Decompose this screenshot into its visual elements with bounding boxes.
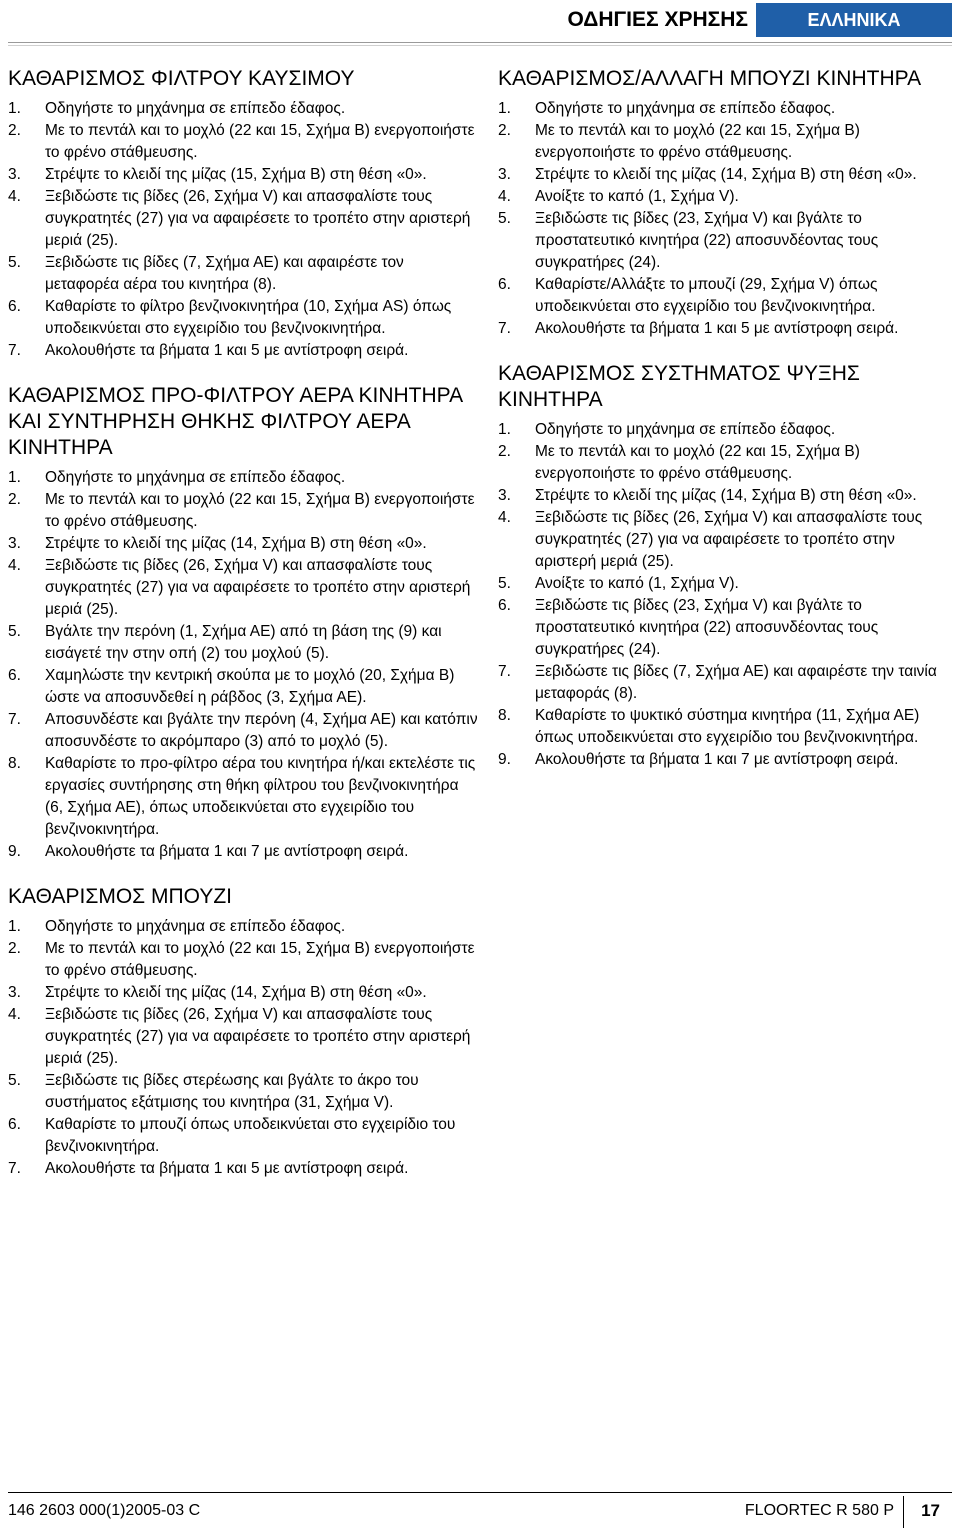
step-text: Ακολουθήστε τα βήματα 1 και 5 με αντίστροφη σειρά. [45,1160,409,1177]
step-text: Ξεβιδώστε τις βίδες (7, Σχήμα ΑΕ) και αφαιρέστε τον μεταφορέα αέρα του κινητήρα (8). [45,254,404,293]
section-title: ΚΑΘΑΡΙΣΜΟΣ ΠΡΟ-ΦΙΛΤΡΟΥ ΑΕΡΑ ΚΙΝΗΤΗΡΑ ΚΑΙ ΣΥΝΤΗΡΗΣΗ ΘΗΚΗΣ ΦΙΛΤΡΟΥ ΑΕΡΑ ΚΙΝΗΤΗΡΑ [8,384,462,459]
step-text: Οδηγήστε το μηχάνημα σε επίπεδο έδαφος. [45,100,346,117]
language-badge: ΕΛΛΗΝΙΚΑ [756,3,952,37]
step-number: 6. [8,298,21,315]
step-item [8,982,478,1004]
step-text: Ξεβιδώστε τις βίδες (7, Σχήμα ΑΕ) και αφαιρέστε την ταινία μεταφοράς (8). [535,663,937,702]
header-divider-secondary [8,45,952,46]
step-number: 1. [8,100,21,117]
step-text: Με το πεντάλ και το μοχλό (22 και 15, Σχήμα Β) ενεργοποιήστε το φρένο στάθμευσης. [535,443,860,482]
step-text: Οδηγήστε το μηχάνημα σε επίπεδο έδαφος. [45,469,346,486]
step-list [8,98,478,362]
left-column [8,66,478,1201]
step-item [8,621,478,665]
step-text: Με το πεντάλ και το μοχλό (22 και 15, Σχήμα Β) ενεργοποιήστε το φρένο στάθμευσης. [535,122,860,161]
section-title: ΚΑΘΑΡΙΣΜΟΣ ΜΠΟΥΖΙ [8,885,232,908]
step-item [498,485,954,507]
page-footer [0,1490,960,1531]
step-item [8,1114,478,1158]
step-text: Με το πεντάλ και το μοχλό (22 και 15, Σχήμα Β) ενεργοποιήστε το φρένο στάθμευσης. [45,491,475,530]
step-number: 9. [498,751,511,768]
instruction-section [498,66,954,340]
step-item [8,252,478,296]
step-item [8,916,478,938]
step-item [498,98,954,120]
step-text: Βγάλτε την περόνη (1, Σχήμα ΑΕ) από τη βάση της (9) και εισάγετέ την στην οπή (2) του μοχλού (5). [45,623,442,662]
step-number: 6. [8,667,21,684]
step-number: 6. [498,597,511,614]
step-number: 5. [8,1072,21,1089]
step-number: 1. [498,100,511,117]
step-item [8,1004,478,1070]
page-number: 17 [921,1501,940,1520]
step-text: Ανοίξτε το καπό (1, Σχήμα V). [535,188,739,205]
step-text: Στρέψτε το κλειδί της μίζας (14, Σχήμα Β) στη θέση «0». [535,487,917,504]
step-text: Ανοίξτε το καπό (1, Σχήμα V). [535,575,739,592]
step-text: Στρέψτε το κλειδί της μίζας (15, Σχήμα Β) στη θέση «0». [45,166,427,183]
step-item [498,661,954,705]
step-text: Οδηγήστε το μηχάνημα σε επίπεδο έδαφος. [45,918,346,935]
step-number: 5. [8,623,21,640]
step-number: 2. [8,491,21,508]
step-item [498,120,954,164]
step-text: Στρέψτε το κλειδί της μίζας (14, Σχήμα Β) στη θέση «0». [45,984,427,1001]
step-number: 7. [8,1160,21,1177]
step-text: Ξεβιδώστε τις βίδες (26, Σχήμα V) και απασφαλίστε τους συγκρατητές (27) για να αφαιρέσετε το τροπέτο στην αριστερή μεριά (25). [45,557,471,618]
step-item [498,507,954,573]
footer-vertical-divider [903,1496,904,1528]
step-list [8,467,478,863]
instruction-section [8,383,478,863]
step-text: Οδηγήστε το μηχάνημα σε επίπεδο έδαφος. [535,100,836,117]
step-number: 1. [8,469,21,486]
step-item [498,208,954,274]
step-item [8,98,478,120]
step-list [498,419,954,771]
step-number: 1. [498,421,511,438]
step-number: 2. [8,122,21,139]
document-code: 146 2603 000(1)2005-03 C [8,1502,201,1519]
step-item [8,296,478,340]
step-text: Στρέψτε το κλειδί της μίζας (14, Σχήμα Β) στη θέση «0». [535,166,917,183]
step-text: Αποσυνδέστε και βγάλτε την περόνη (4, Σχήμα ΑΕ) και κατόπιν αποσυνδέστε το ακρόμπαρο (3) από το μοχλό (5). [45,711,478,750]
step-item [8,1070,478,1114]
step-item [8,533,478,555]
step-text: Ξεβιδώστε τις βίδες (26, Σχήμα V) και απασφαλίστε τους συγκρατητές (27) για να αφαιρέσετε το τροπέτο στην αριστερή μεριά (25). [45,1006,471,1067]
step-number: 1. [8,918,21,935]
step-number: 2. [498,443,511,460]
right-column [498,66,954,792]
step-item [8,340,478,362]
header-title: ΟΔΗΓΙΕΣ ΧΡΗΣΗΣ [567,8,748,31]
step-item [8,467,478,489]
step-number: 6. [498,276,511,293]
step-number: 3. [498,166,511,183]
step-item [498,441,954,485]
step-item [8,841,478,863]
step-number: 7. [8,342,21,359]
instruction-section [8,66,478,362]
step-text: Ακολουθήστε τα βήματα 1 και 7 με αντίστροφη σειρά. [535,751,899,768]
step-item [8,489,478,533]
step-item [8,186,478,252]
step-list [498,98,954,340]
step-number: 8. [8,755,21,772]
section-title: ΚΑΘΑΡΙΣΜΟΣ ΣΥΣΤΗΜΑΤΟΣ ΨΥΞΗΣ ΚΙΝΗΤΗΡΑ [498,362,860,411]
step-text: Καθαρίστε το προ-φίλτρο αέρα του κινητήρα ή/και εκτελέστε τις εργασίες συντήρησης στη θήκη φίλτρου του βενζινοκινητήρα (6, Σχήμα ΑΕ), όπως υποδεικνύεται στο εγχειρίδιο του βενζινοκινητήρα. [45,755,476,838]
step-list [8,916,478,1180]
step-text: Ξεβιδώστε τις βίδες (26, Σχήμα V) και απασφαλίστε τους συγκρατητές (27) για να αφαιρέσετε το τροπέτο στην αριστερή μεριά (25). [45,188,471,249]
step-item [498,186,954,208]
step-item [8,164,478,186]
step-text: Ξεβιδώστε τις βίδες (26, Σχήμα V) και απασφαλίστε τους συγκρατητές (27) για να αφαιρέσετε το τροπέτο στην αριστερή μεριά (25). [535,509,923,570]
instruction-section [498,361,954,771]
instruction-section [8,884,478,1180]
step-text: Χαμηλώστε την κεντρική σκούπα με το μοχλό (20, Σχήμα Β) ώστε να αποσυνδεθεί η ράβδος (3, Σχήμα ΑΕ). [45,667,455,706]
step-text: Οδηγήστε το μηχάνημα σε επίπεδο έδαφος. [535,421,836,438]
section-title: ΚΑΘΑΡΙΣΜΟΣ ΦΙΛΤΡΟΥ ΚΑΥΣΙΜΟΥ [8,67,355,90]
step-number: 3. [498,487,511,504]
step-number: 3. [8,984,21,1001]
step-item [8,1158,478,1180]
step-item [498,419,954,441]
step-item [498,318,954,340]
step-number: 5. [498,575,511,592]
step-number: 7. [8,711,21,728]
step-item [8,665,478,709]
step-number: 4. [498,188,511,205]
step-number: 3. [8,535,21,552]
step-text: Καθαρίστε το μπουζί όπως υποδεικνύεται στο εγχειρίδιο του βενζινοκινητήρα. [45,1116,456,1155]
step-number: 3. [8,166,21,183]
step-item [498,573,954,595]
step-number: 9. [8,843,21,860]
model-name: FLOORTEC R 580 P [744,1502,894,1519]
step-number: 2. [8,940,21,957]
step-text: Ξεβιδώστε τις βίδες στερέωσης και βγάλτε το άκρο του συστήματος εξάτμισης του κινητήρα (31, Σχήμα V). [45,1072,419,1111]
section-title: ΚΑΘΑΡΙΣΜΟΣ/ΑΛΛΑΓΗ ΜΠΟΥΖΙ ΚΙΝΗΤΗΡΑ [498,67,922,90]
step-text: Καθαρίστε το ψυκτικό σύστημα κινητήρα (11, Σχήμα ΑΕ) όπως υποδεικνύεται στο εγχειρίδιο του βενζινοκινητήρα. [535,707,920,746]
step-text: Ξεβιδώστε τις βίδες (23, Σχήμα V) και βγάλτε το προστατευτικό κινητήρα (22) αποσυνδέοντας τους συγκρατήρες (24). [535,597,879,658]
step-number: 2. [498,122,511,139]
step-text: Καθαρίστε το φίλτρο βενζινοκινητήρα (10, Σχήμα AS) όπως υποδεικνύεται στο εγχειρίδιο του βενζινοκινητήρα. [45,298,452,337]
step-text: Ξεβιδώστε τις βίδες (23, Σχήμα V) και βγάλτε το προστατευτικό κινητήρα (22) αποσυνδέοντας τους συγκρατήρες (24). [535,210,879,271]
step-number: 4. [8,557,21,574]
step-text: Ακολουθήστε τα βήματα 1 και 7 με αντίστροφη σειρά. [45,843,409,860]
step-text: Ακολουθήστε τα βήματα 1 και 5 με αντίστροφη σειρά. [45,342,409,359]
step-item [8,555,478,621]
step-item [498,164,954,186]
step-number: 4. [8,1006,21,1023]
page-header [0,0,960,44]
step-number: 4. [8,188,21,205]
step-number: 4. [498,509,511,526]
step-item [8,120,478,164]
step-item [498,749,954,771]
step-number: 5. [8,254,21,271]
step-text: Ακολουθήστε τα βήματα 1 και 5 με αντίστροφη σειρά. [535,320,899,337]
step-number: 8. [498,707,511,724]
step-text: Με το πεντάλ και το μοχλό (22 και 15, Σχήμα Β) ενεργοποιήστε το φρένο στάθμευσης. [45,122,475,161]
footer-divider [8,1492,952,1493]
step-number: 6. [8,1116,21,1133]
step-text: Καθαρίστε/Αλλάξτε το μπουζί (29, Σχήμα V) όπως υποδεικνύεται στο εγχειρίδιο του βενζινοκινητήρα. [535,276,878,315]
step-item [8,938,478,982]
step-item [498,705,954,749]
step-item [8,753,478,841]
step-text: Στρέψτε το κλειδί της μίζας (14, Σχήμα Β) στη θέση «0». [45,535,427,552]
step-number: 7. [498,320,511,337]
step-item [8,709,478,753]
header-divider [8,42,952,43]
step-item [498,274,954,318]
step-item [498,595,954,661]
step-number: 7. [498,663,511,680]
step-text: Με το πεντάλ και το μοχλό (22 και 15, Σχήμα Β) ενεργοποιήστε το φρένο στάθμευσης. [45,940,475,979]
step-number: 5. [498,210,511,227]
